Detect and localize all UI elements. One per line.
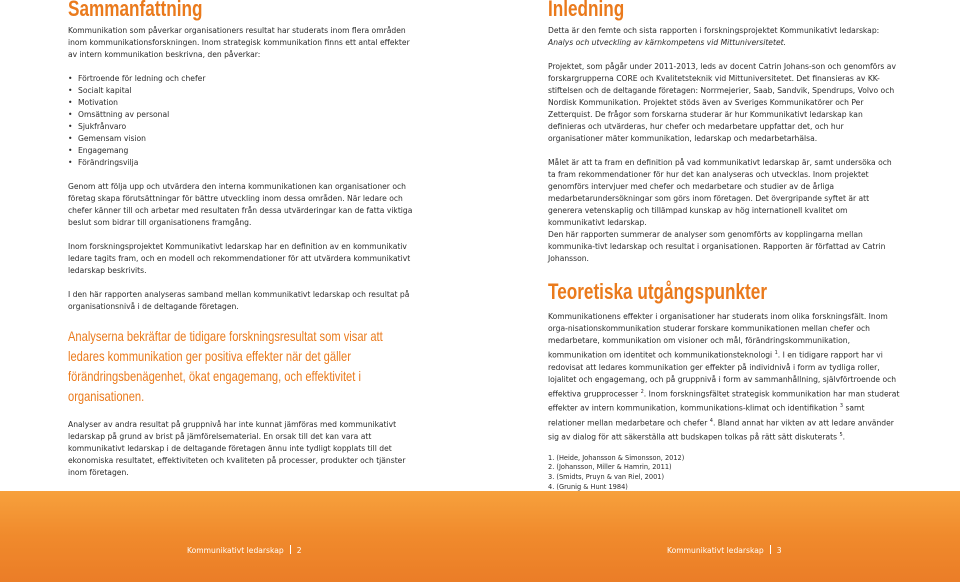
list-item: • Engagemang (68, 145, 418, 157)
page-number: 2 (296, 546, 302, 555)
theory-text-e: . Bland annat har vikten av att ledare använder sig av dialog för att säkerställa att budskapen tolkas på rätt sätt diskuterats (548, 418, 894, 442)
footnote-ref: 1 (774, 350, 778, 356)
list-item: • Motivation (68, 97, 418, 109)
reference-item: 3. (Smidts, Pruyn & van Riel, 2001) (548, 473, 665, 482)
footnote-ref: 3 (839, 403, 844, 410)
intro-text: Detta är den femte och sista rapporten i forskningsprojektet Kommunikativt ledarskap: (548, 26, 880, 35)
heading-summary: Sammanfattning (68, 0, 203, 21)
footer-right (667, 545, 782, 555)
list-item: • Socialt kapital (68, 85, 418, 97)
list-item: • Förändringsvilja (68, 157, 418, 169)
intro-project-title: Analys och utveckling av kärnkompetens vid Mittuniversitetet. (548, 38, 787, 47)
reference-item: 4. (Grunig & Hunt 1984) (548, 483, 628, 492)
effects-list (68, 73, 418, 169)
summary-paragraph-5: Analyser av andra resultat på gruppnivå har inte kunnat jämföras med kommunikativt ledarskap på grund av brist på jämförelsematerial. En orsak till det kan vara att kommunikativt ledarskap i de deltagande företagen ännu inte tydligt kopplats till det ekonomiska resultatet, effektiviteten och kvaliteten på processer, produkter och tjänster inom företagen. (68, 420, 406, 477)
footnote-ref: 4 (709, 417, 713, 424)
theory-text-f: . (842, 432, 846, 442)
footnote-ref: 5 (839, 432, 843, 439)
reference-item: 2. (Johansson, Miller & Hamrin, 2011) (548, 463, 672, 472)
summary-intro: Kommunikation som påverkar organisationers resultat har studerats inom flera områden inom kommunikationsforskningen. Inom strategisk kommunikation finns ett antal effekter av intern kommunikation beskrivna, den påverkar: (68, 26, 410, 59)
footer-label: Kommunikativt ledarskap (187, 546, 284, 555)
footer-divider (290, 545, 291, 554)
list-item: • Omsättning av personal (68, 109, 418, 121)
footer-divider (770, 545, 771, 554)
footer-left (187, 545, 302, 555)
theory-paragraph (548, 311, 900, 444)
theory-text-a: Kommunikationens effekter i organisationer har studerats inom olika forskningsfält. Inom orga-nisationskommunikation studerar forskare kommunikationen mellan chefer och medarbetare, kommunikation om visioner och mål, förändringskommunikation, kommunikation om identitet och kommunikationsteknologi (548, 312, 888, 360)
intro-paragraph-2: Projektet, som pågår under 2011-2013, leds av docent Catrin Johans-son och genomförs av forskargrupperna CORE och Kvalitetsteknik vid Mittuniversitetet. Det finansieras av KK-stiftelsen och de deltagande företagen: Norrmejerier, Saab, Sandvik, Spendrups, Volvo och Nordisk Kommunikation. Projektet stöds även av Sveriges Kommunikatörer och Per Zetterquist. De frågor som forskarna studerar är hur Kommunikativt ledarskap kan definieras och utvärderas, hur chefer och medarbetare uppfattar det, och hur organisationer mäter kommunikation, ledarskap och medarbetarhälsa. (548, 62, 896, 143)
heading-theory: Teoretiska utgångspunkter (548, 279, 767, 304)
footer-label: Kommunikativt ledarskap (667, 546, 764, 555)
intro-paragraph-1 (548, 25, 900, 49)
summary-paragraph-2: Genom att följa upp och utvärdera den interna kommunikationen kan organisationer och företag skapa förutsättningar för bättre utveckling inom dessa områden. När ledare och chefer känner till och arbetar med resultaten från dessa utvärderingar kan de fatta viktiga beslut som bidrar till organisationens framgång. (68, 182, 413, 227)
summary-paragraph-3: Inom forskningsprojektet Kommunikativt ledarskap har en definition av en kommunikativ ledare tagits fram, och en modell och rekommendationer för att utvärdera kommunikativt ledarskap beskrivits. (68, 242, 411, 275)
list-item: • Förtroende för ledning och chefer (68, 73, 418, 85)
theory-text-c: . Inom forskningsfältet strategisk kommunikation har man studerat effekter av intern kommunikation, kommunikations-klimat och identifikation (548, 389, 900, 413)
pull-quote: Analyserna bekräftar de tidigare forskningsresultat som visar att ledares kommunikation ger positiva effekter när det gäller förändringsbenägenhet, ökat engagemang, och effektivitet i organisationen. (68, 329, 383, 404)
left-column (68, 0, 418, 479)
theory-text-b: . I en tidigare rapport har vi redovisat att ledares kommunikation ger effekter på individnivå i form av tydliga roller, lojalitet och engagemang, och på gruppnivå i form av sammanhållning, självförtroende och effektiva grupprocesser (548, 350, 897, 399)
right-column (548, 0, 900, 503)
reference-item: 1. (Heide, Johansson & Simonsson, 2012) (548, 453, 685, 462)
intro-paragraph-3: Målet är att ta fram en definition på vad kommunikativt ledarskap är, samt undersöka och ta fram rekommendationer för hur det kan analyseras och utvecklas. Inom projektet genomförs intervjuer med chefer och medarbetare och studier av de årliga medarbetarundersökningar som görs inom företagen. Det övergripande syftet är att generera vetenskaplig och tillämpad kunskap av hög internationell kvalitet om kommunikativt ledarskap. (548, 158, 892, 227)
summary-paragraph-4: I den här rapporten analyseras samband mellan kommunikativt ledarskap och resultat på organisationsnivå i de deltagande företagen. (68, 290, 410, 311)
page-number: 3 (776, 546, 782, 555)
list-item: • Sjukfrånvaro (68, 121, 418, 133)
footnote-ref: 2 (640, 388, 644, 395)
theory-text-d: samt relationer mellan medarbetare och chefer (548, 403, 865, 428)
heading-introduction: Inledning (548, 0, 625, 21)
list-item: • Gemensam vision (68, 133, 418, 145)
footer-band (0, 491, 960, 582)
intro-paragraph-3b: Den här rapporten summerar de analyser som genomförts av kopplingarna mellan kommunika-tivt ledarskap och resultat i organisationen. Rapporten är författad av Catrin Johansson. (548, 230, 886, 263)
